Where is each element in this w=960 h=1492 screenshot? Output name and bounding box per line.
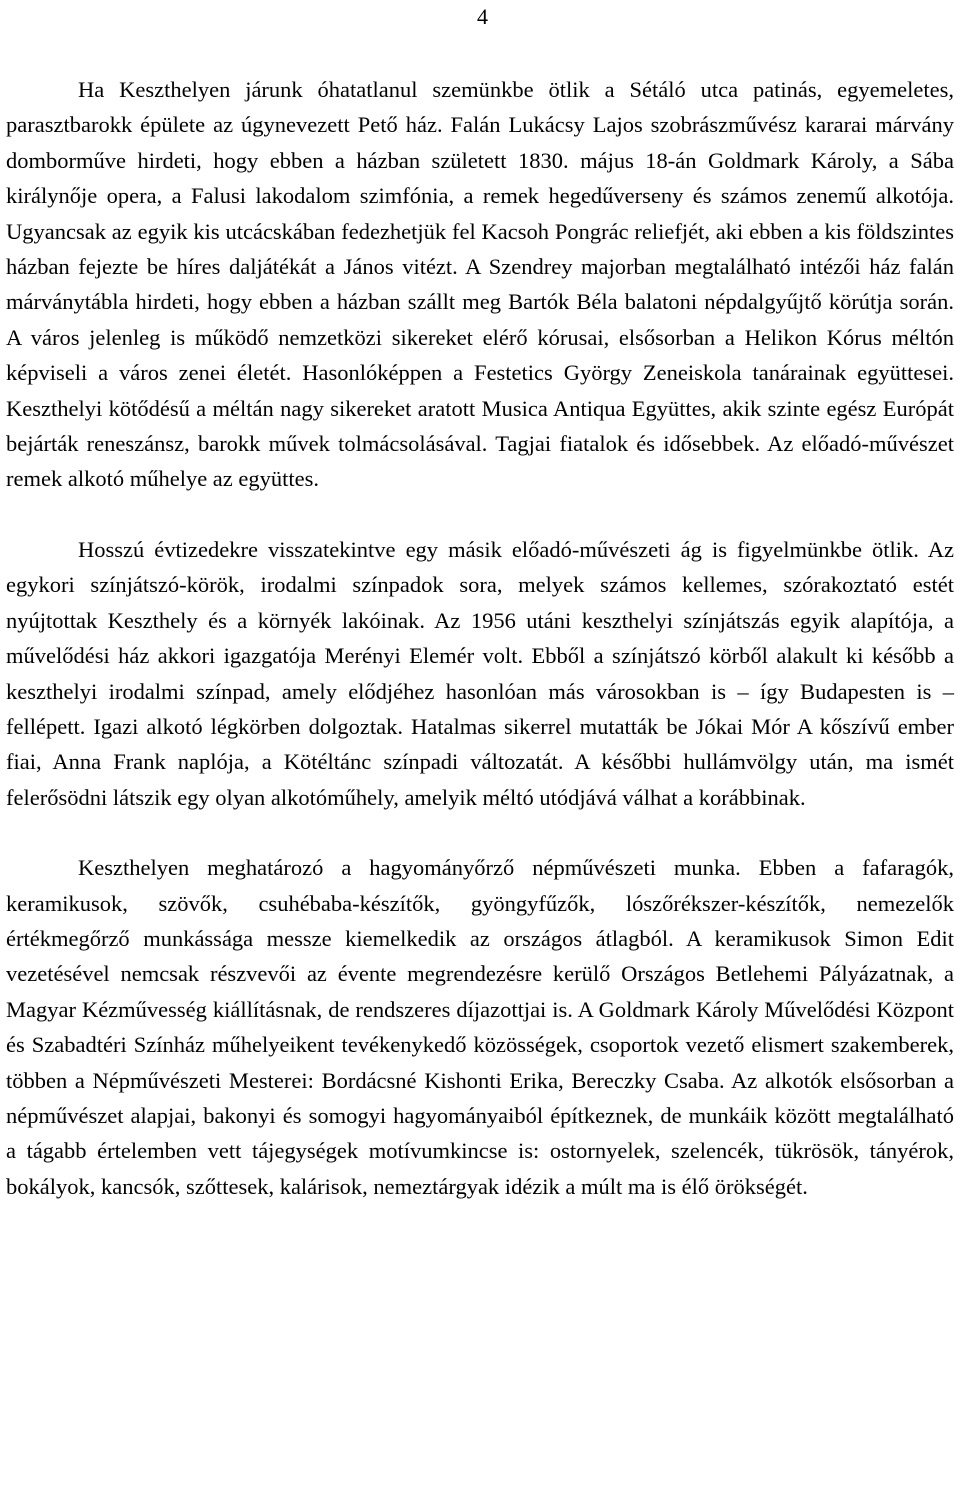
page-number: 4 [477, 4, 488, 29]
paragraph-folk-art: Keszthelyen meghatározó a hagyományőrző népművészeti munka. Ebben a fafaragók, keramikusok, szövők, csuhébaba-készítők, gyöngyfűzők, lószőrékszer-készítők, nemezelők értékmegőrző munkássága messze kiemelkedik az országos átlagból. A keramikusok Simon Edit vezetésével nemcsak részvevői az évente megrendezésre kerülő Országos Betlehemi Pályázatnak, a Magyar Kézművesség kiállításnak, de rendszeres díjazottjai is. A Goldmark Károly Művelődési Központ és Szabadtéri Színház műhelyeikent tevékenykedő közösségek, csoportok vezető elismert szakemberek, többen a Népművészeti Mesterei: Bordácsné Kishonti Erika, Bereczky Csaba. Az alkotók elsősorban a népművészet alapjai, bakonyi és somogyi hagyományaiból építkeznek, de munkáik között megtalálható a tágabb értelemben vett tájegységek motívumkincse is: ostornyelek, szelencék, tükrösök, tányérok, bokályok, kancsók, szőttesek, kalárisok, nemeztárgyak idézik a múlt ma is élő örökségét. [6, 855, 954, 1199]
paragraph-theatre: Hosszú évtizedekre visszatekintve egy másik előadó-művészeti ág is figyelmünkbe ötlik. Az egykori színjátszó-körök, irodalmi színpadok sora, melyek számos kellemes, szórakoztató estét nyújtottak Keszthely és a környék lakóinak. Az 1956 utáni keszthelyi színjátszás egyik alapítója, a művelődési ház akkori igazgatója Merényi Elemér volt. Ebből a színjátszó körből alakult ki később a keszthelyi irodalmi színpad, amely elődjéhez hasonlóan más városokban is – így Budapesten is – fellépett. Igazi alkotó légkörben dolgoztak. Hatalmas sikerrel mutatták be Jókai Mór A kőszívű ember fiai, Anna Frank naplója, a Kötéltánc színpadi változatát. A későbbi hullámvölgy után, ma ismét felerősödni látszik egy olyan alkotóműhely, amelyik méltó utódjává válhat a korábbinak. [6, 536, 954, 810]
document-body [6, 72, 954, 1204]
paragraph-music-heritage: Ha Keszthelyen járunk óhatatlanul szemünkbe ötlik a Sétáló utca patinás, egyemeletes, parasztbarokk épülete az úgynevezett Pető ház. Falán Lukácsy Lajos szobrászművész kararai márvány domborműve hirdeti, hogy ebben a házban született 1830. május 18-án Goldmark Károly, a Sába királynője opera, a Falusi lakodalom szimfónia, a remek hegedűverseny és számos zenemű alkotója. Ugyancsak az egyik kis utcácskában fedezhetjük fel Kacsoh Pongrác reliefjét, aki ebben a kis földszintes házban fejezte be híres daljátékát a János vitézt. A Szendrey majorban megtalálható intézői ház falán márványtábla hirdeti, hogy ebben a házban szállt meg Bartók Béla balatoni népdalgyűjtő körútja során. A város jelenleg is működő nemzetközi sikereket elérő kórusai, elsősorban a Helikon Kórus méltón képviseli a város zenei életét. Hasonlóképpen a Festetics György Zeneiskola tanárainak együttesei. Keszthelyi kötődésű a méltán nagy sikereket aratott Musica Antiqua Együttes, akik szinte egész Európát bejárták reneszánsz, barokk művek tolmácsolásával. Tagjai fiatalok és idősebbek. Az előadó-művészet remek alkotó műhelye az együttes. [6, 77, 954, 492]
